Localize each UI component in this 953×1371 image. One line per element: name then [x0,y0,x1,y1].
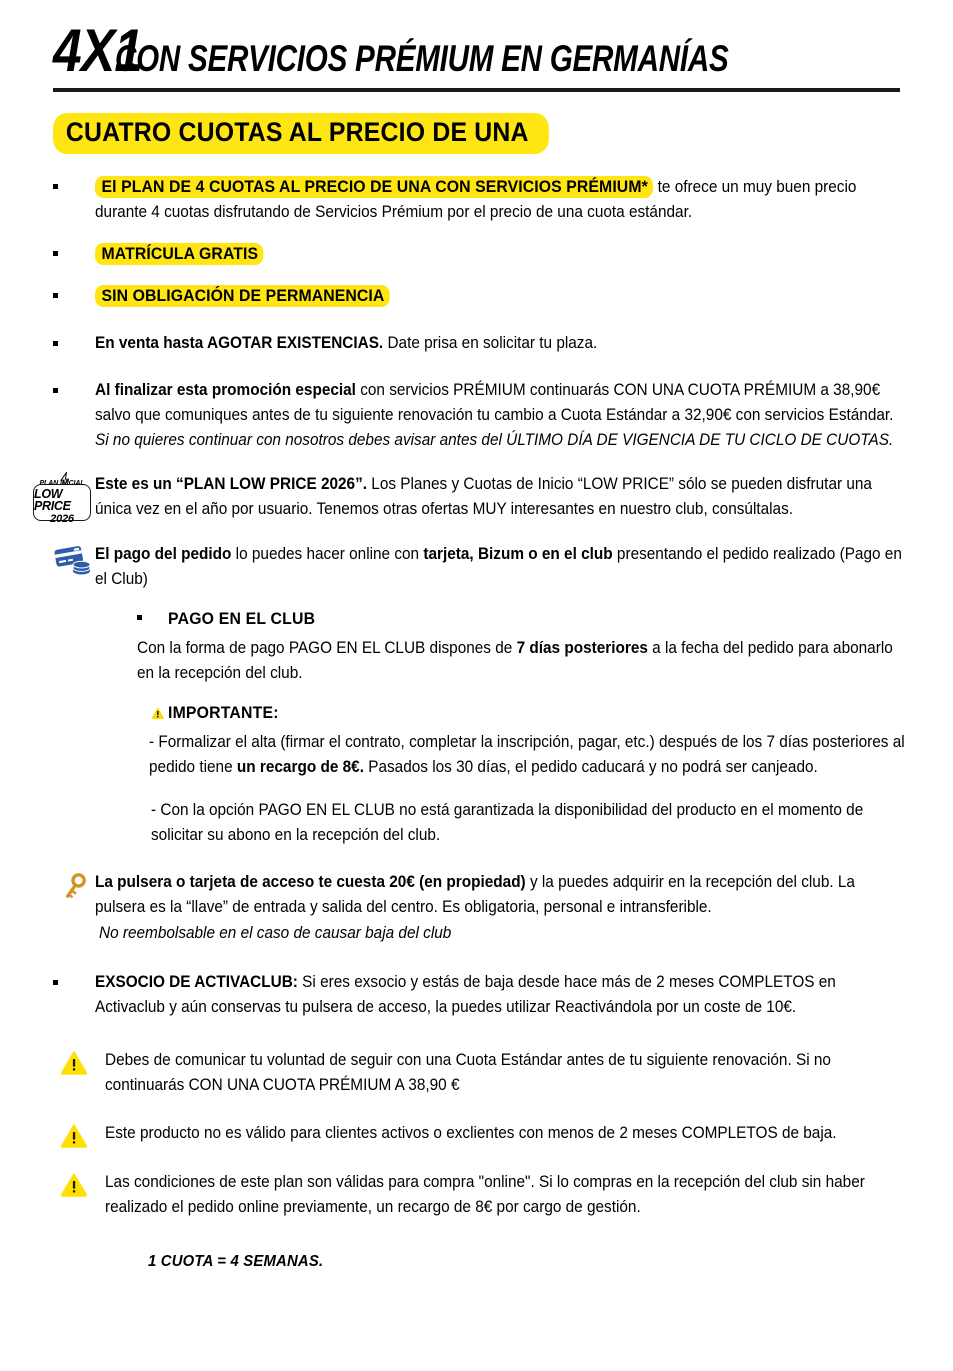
key-icon [60,872,88,902]
credit-card-coins-icon [54,544,94,576]
badge-line-3: 2026 [50,512,74,525]
importante-dash-2 [137,798,908,848]
permanencia-highlight: SIN OBLIGACIÓN DE PERMANENCIA [95,285,390,307]
warning-triangle-icon [61,1124,87,1148]
list-item [53,331,908,356]
page-title-main: 4X1 [53,17,143,84]
pago-en-club-label: PAGO EN EL CLUB [168,608,316,628]
warning-3-text: Las condiciones de este plan son válidas para compra "online". Si lo compras en la recepción del club sin haber realizado el pedido online previamente, un recargo de 8€ por cargo de gestión. [105,1172,865,1216]
page-title-subtitle: CON SERVICIOS PRÉMIUM EN GERMANÍAS [114,38,729,79]
warning-2-text: Este producto no es válido para clientes activos o exclientes con menos de 2 meses COMPLETOS de baja. [105,1123,837,1142]
payment-icon-cell [53,542,95,576]
page-header [0,0,953,92]
list-item-text [58,283,908,309]
bracelet-italic: No reembolsable en el caso de causar baja del club [99,924,452,943]
pago-en-club-text [137,636,908,686]
warning-text [105,1048,908,1098]
footer-note [53,1250,908,1274]
finalizar-bold: Al finalizar esta promoción especial [95,381,356,400]
dash1-a: - Formalizar el alta (firmar el contrato, completar la inscripción, pagar, etc.) después de los 7 días posteriores al pedido tiene [149,732,905,776]
bracelet-italic-line [95,921,908,946]
lowprice-row [34,472,908,525]
lowprice-bold: Este es un “PLAN LOW PRICE 2026”. [95,474,368,493]
warning-icon-cell [53,1170,105,1197]
plan-highlight: El PLAN DE 4 CUOTAS AL PRECIO DE UNA CON SERVICIOS PRÉMIUM* [95,176,653,198]
plan-rest: te ofrece un muy buen precio durante 4 cuotas disfrutando de Servicios Prémium por el precio de una cuota estándar. [95,177,857,222]
list-item-text [58,241,908,267]
payment-lead-mid: lo puedes hacer online con [231,544,424,563]
list-item [53,283,908,309]
warning-icon-cell [53,1121,105,1148]
lowprice-rest: Los Planes y Cuotas de Inicio “LOW PRICE” sólo se pueden disfrutar una única vez en el año por usuario. Tenemos otras ofertas MUY interesantes en nuestro club, consúltalas. [95,474,872,518]
lowprice-text [95,472,908,522]
list-item-text [58,331,908,356]
warning-text [105,1121,908,1146]
list-item [53,970,908,1020]
warning-row [53,1170,908,1220]
warning-row [53,1048,908,1098]
list-item-text [58,378,908,453]
finalizar-italic: Si no quieres continuar con nosotros debes avisar antes del ÚLTIMO DÍA DE VIGENCIA DE TU CICLO DE CUOTAS. [95,431,894,450]
bracelet-icon-cell [53,870,95,902]
importante-heading [137,700,908,726]
bracelet-text [95,870,908,946]
bracelet-row [53,870,908,946]
pago-text-a: Con la forma de pago PAGO EN EL CLUB dispones de [137,638,517,657]
warning-row [53,1121,908,1148]
badge-line-1: PLAN INICIAL [39,479,85,487]
dash2-text: - Con la opción PAGO EN EL CLUB no está garantizada la disponibilidad del producto en el momento de solicitar su abono en la recepción del club. [151,800,864,844]
warning-triangle-icon [61,1173,87,1197]
payment-lead-rest: presentando el pedido realizado (Pago en el Club) [95,544,902,588]
payment-lead-bold: El pago del pedido [95,544,232,563]
importante-dash-1 [137,730,908,780]
importante-label: IMPORTANTE: [167,702,279,722]
warning-1-text: Debes de comunicar tu voluntad de seguir con una Cuota Estándar antes de tu siguiente renovación. Si no continuarás CON UNA CUOTA PRÉMIUM A 38,90 € [105,1051,831,1095]
low-price-badge-box [33,479,91,525]
badge-line-2: LOW PRICE [34,486,71,514]
payment-text [95,542,908,848]
finalizar-rest: con servicios PRÉMIUM continuarás CON UNA CUOTA PRÉMIUM a 38,90€ salvo que comuniques antes de tu siguiente renovación tu cambio a Cuota Estándar a 32,90€ con servicios Estándar. [95,381,894,425]
pago-text-b: a la fecha del pedido para abonarlo en la recepción del club. [137,638,893,682]
exsocio-bold: EXSOCIO DE ACTIVACLUB: [95,973,298,992]
warning-triangle-icon [61,1051,87,1075]
list-item [53,378,908,453]
warning-icon-cell [53,1048,105,1075]
sub-list-item [137,606,908,632]
pago-days-bold: 7 días posteriores [516,638,648,657]
lowprice-icon-cell [34,472,95,525]
section-heading-pill: CUATRO CUOTAS AL PRECIO DE UNA [53,113,549,154]
dash1-b: Pasados los 30 días, el pedido caducará y no podrá ser canjeado. [363,757,818,776]
matricula-highlight: MATRÍCULA GRATIS [95,243,264,265]
list-item [53,241,908,267]
list-item-text [58,174,908,225]
bracelet-bold: La pulsera o tarjeta de acceso te cuesta 20€ (en propiedad) [95,873,526,891]
low-price-badge-icon [33,474,93,525]
pago-en-club-block [95,606,908,848]
venta-rest: Date prisa en solicitar tu plaza. [383,334,598,353]
bracelet-rest: y la puedes adquirir en la recepción del club. La pulsera es la “llave” de entrada y salida del centro. Es obligatoria, personal e intransferible. [95,873,855,917]
payment-methods-bold: tarjeta, Bizum o en el club [423,544,613,563]
page-title [53,17,903,84]
section-heading-wrap [0,92,953,154]
page-content [0,154,953,1274]
payment-row [53,542,908,848]
dash1-bold: un recargo de 8€. [236,757,364,776]
list-item [53,174,908,225]
exsocio-text [58,970,908,1020]
exsocio-rest: Si eres exsocio y estás de baja desde hace más de 2 meses COMPLETOS en Activaclub y aún conservas tu pulsera de acceso, la puedes utilizar Reactivándola por un coste de 10€. [95,973,836,1017]
warning-text [105,1170,908,1220]
coins-stack [73,561,90,574]
warning-triangle-icon [151,706,165,720]
footer-note-text: 1 CUOTA = 4 SEMANAS. [148,1252,324,1270]
venta-bold: En venta hasta AGOTAR EXISTENCIAS. [95,334,384,353]
